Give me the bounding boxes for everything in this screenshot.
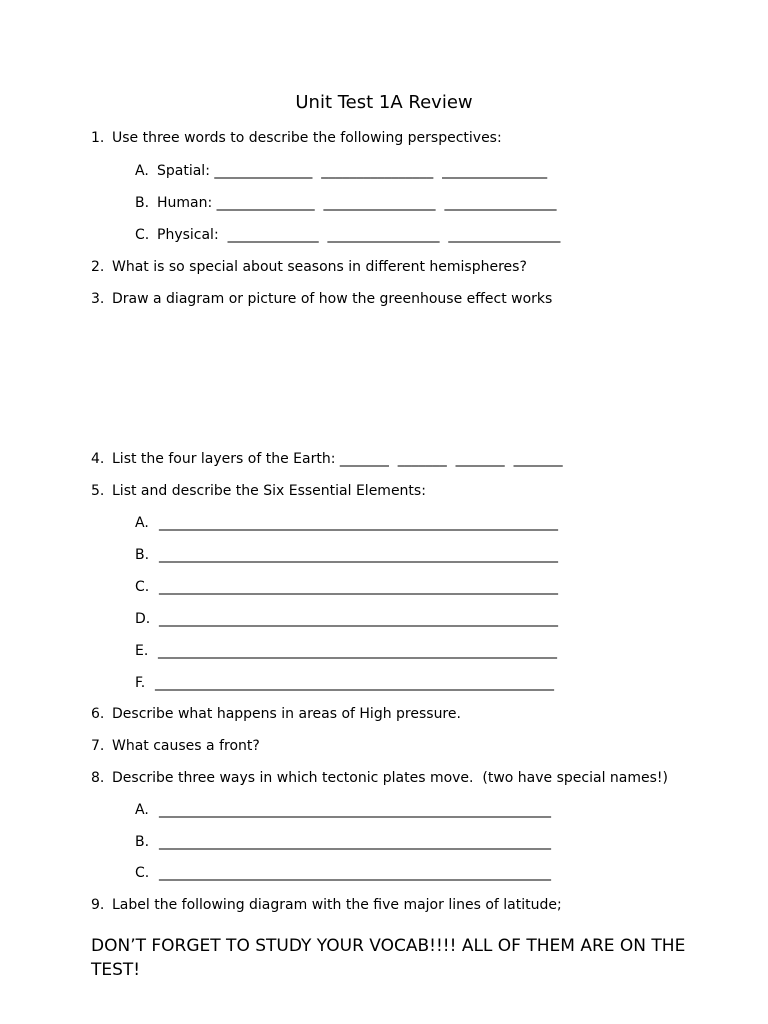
question-number: 2. <box>91 259 105 275</box>
item-letter: B. <box>135 195 150 211</box>
item-letter: C. <box>135 865 150 881</box>
item-letter: B. <box>135 547 150 563</box>
item-letter: A. <box>135 515 149 531</box>
question-text: What causes a front? <box>112 738 260 754</box>
vocab-reminder: DON’T FORGET TO STUDY YOUR VOCAB!!!! ALL OF THEM ARE ON THE TEST! <box>91 936 686 980</box>
question-text: Describe three ways in which tectonic plates move. (two have special names!) <box>112 770 668 786</box>
question-text: Describe what happens in areas of High pressure. <box>112 706 461 722</box>
question-number: 7. <box>91 738 105 754</box>
answer-line: _________________________________________________________ <box>159 515 558 531</box>
item-letter: A. <box>135 802 149 818</box>
question-number: 6. <box>91 706 105 722</box>
answer-line: Physical: _____________ ________________ ________________ <box>157 227 561 243</box>
item-letter: E. <box>135 643 149 659</box>
question-text: Use three words to describe the following perspectives: <box>112 130 502 146</box>
item-letter: F. <box>135 675 146 691</box>
answer-line: Spatial: ______________ ________________ _______________ <box>157 163 548 179</box>
answer-line: _________________________________________________________ <box>159 611 558 627</box>
question-number: 8. <box>91 770 105 786</box>
item-letter: B. <box>135 834 150 850</box>
question-text: List and describe the Six Essential Elements: <box>112 483 426 499</box>
question-text: List the four layers of the Earth: _______ _______ _______ _______ <box>112 451 563 467</box>
question-number: 4. <box>91 451 105 467</box>
question-number: 9. <box>91 897 105 913</box>
answer-line: ________________________________________________________ <box>159 802 551 818</box>
answer-line: _________________________________________________________ <box>159 547 558 563</box>
item-letter: D. <box>135 611 151 627</box>
answer-line: Human: ______________ ________________ ________________ <box>157 195 557 211</box>
page-title: Unit Test 1A Review <box>295 92 473 113</box>
question-text: Label the following diagram with the five major lines of latitude; <box>112 897 562 913</box>
question-number: 1. <box>91 130 105 146</box>
question-text: Draw a diagram or picture of how the greenhouse effect works <box>112 291 553 307</box>
question-number: 3. <box>91 291 105 307</box>
answer-line: ________________________________________________________ <box>159 865 551 881</box>
answer-line: _________________________________________________________ <box>155 675 554 691</box>
answer-line: ________________________________________________________ <box>159 834 551 850</box>
answer-line: _________________________________________________________ <box>159 579 558 595</box>
question-number: 5. <box>91 483 105 499</box>
item-letter: C. <box>135 227 150 243</box>
answer-line: _________________________________________________________ <box>158 643 557 659</box>
question-text: What is so special about seasons in different hemispheres? <box>112 259 527 275</box>
item-letter: A. <box>135 163 149 179</box>
item-letter: C. <box>135 579 150 595</box>
